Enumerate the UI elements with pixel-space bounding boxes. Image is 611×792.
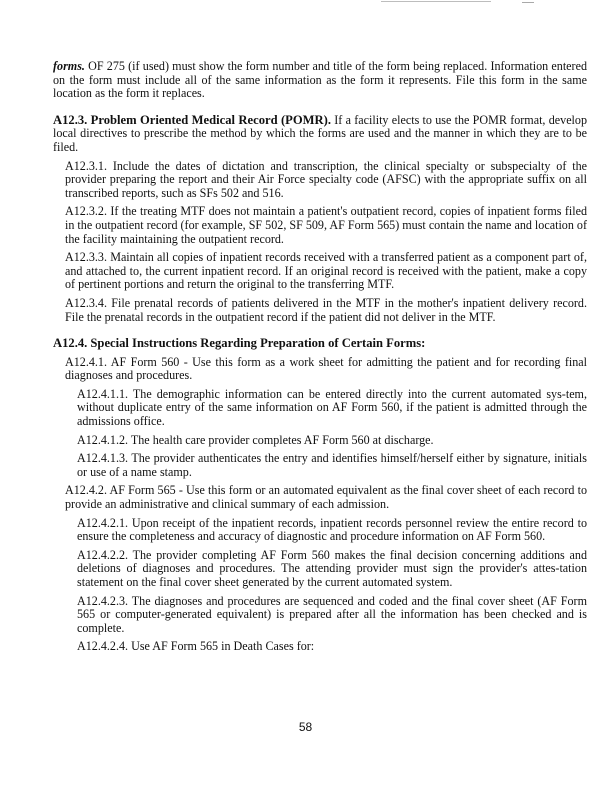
paragraph-a12-4-1-2: A12.4.1.2. The health care provider completes AF Form 560 at discharge. bbox=[77, 432, 434, 447]
page-number: 58 bbox=[298, 720, 313, 734]
section-heading-a12-4: A12.4. Special Instructions Regarding Preparation of Certain Forms: bbox=[53, 336, 426, 351]
paragraph-a12-4-2-4: A12.4.2.4. Use AF Form 565 in Death Cases for: bbox=[77, 639, 315, 654]
section-heading-a12-3: A12.3. Problem Oriented Medical Record (POMR). bbox=[53, 112, 331, 127]
paragraph-a12-3-2: A12.3.2. If the treating MTF does not maintain a patient's outpatient record, copies of inpatient forms filed in the outpatient record (for example, SF 502, SF 509, AF Form 565) must contain the name and location of the facility maintaining the outpatient record. bbox=[65, 204, 587, 246]
paragraph-a12-4-1-1: A12.4.1.1. The demographic information can be entered directly into the current automated sys-tem, without duplicate entry of the same information on AF Form 560, if the patient is admitted through the admissions office. bbox=[77, 386, 587, 429]
paragraph-a12-3-3: A12.3.3. Maintain all copies of inpatient records received with a transferred patient as a component part of, and attached to, the current inpatient record. If an original record is received with the patient, make a copy of pertinent portions and return the original to the transferring MTF. bbox=[65, 250, 587, 292]
page-body bbox=[53, 60, 587, 654]
paragraph-a12-3-4: A12.3.4. File prenatal records of patients delivered in the MTF in the mother's inpatient delivery record. File the prenatal records in the outpatient record if the patient did not deliver in the MTF. bbox=[65, 295, 587, 324]
paragraph-a12-3-1: A12.3.1. Include the dates of dictation and transcription, the clinical specialty or subspecialty of the provider preparing the report and their Air Force specialty code (AFSC) with the appropriate suffix on all transcribed reports, such as SFs 502 and 516. bbox=[65, 158, 587, 200]
header-rule bbox=[381, 1, 491, 2]
paragraph-a12-4-2-2: A12.4.2.2. The provider completing AF Form 560 makes the final decision concerning additions and deletions of diagnoses and procedures. The attending provider must sign the provider's attes-tation statement on the final cover sheet generated by the current automated system. bbox=[77, 547, 587, 589]
paragraph-text: OF 275 (if used) must show the form number and title of the form being replaced. Information entered on the form must include all of the same information as the form it represents. File this form in the same location as the form it replaces. bbox=[53, 59, 587, 101]
paragraph-a12-4-1: A12.4.1. AF Form 560 - Use this form as a work sheet for admitting the patient and for recording final diagnoses and procedures. bbox=[65, 354, 587, 383]
paragraph-a12-4-1-3: A12.4.1.3. The provider authenticates the entry and identifies himself/herself either by signature, initials or use of a name stamp. bbox=[77, 451, 587, 479]
paragraph-a12-4-2-1: A12.4.2.1. Upon receipt of the inpatient records, inpatient records personnel review the entire record to ensure the completeness and accuracy of diagnostic and procedure information on AF Form 560. bbox=[77, 515, 587, 544]
paragraph-a12-4-2-3: A12.4.2.3. The diagnoses and procedures are sequenced and coded and the final cover sheet (AF Form 565 or computer-generated equivalent) is prepared after all the information has been checked and is complete. bbox=[77, 593, 587, 635]
paragraph-a12-4-2: A12.4.2. AF Form 565 - Use this form or an automated equivalent as the final cover sheet of each record to provide an administrative and clinical summary of each admission. bbox=[65, 483, 587, 512]
paragraph-text: If a facility elects to use the POMR format, develop local directives to prescribe the method by which the forms are used and the manner in which they are to be filed. bbox=[53, 112, 588, 154]
section-a12-3 bbox=[53, 114, 587, 155]
paragraph-forms-continued bbox=[53, 60, 587, 101]
header-mark bbox=[522, 2, 534, 3]
term-forms: forms. bbox=[53, 59, 85, 73]
